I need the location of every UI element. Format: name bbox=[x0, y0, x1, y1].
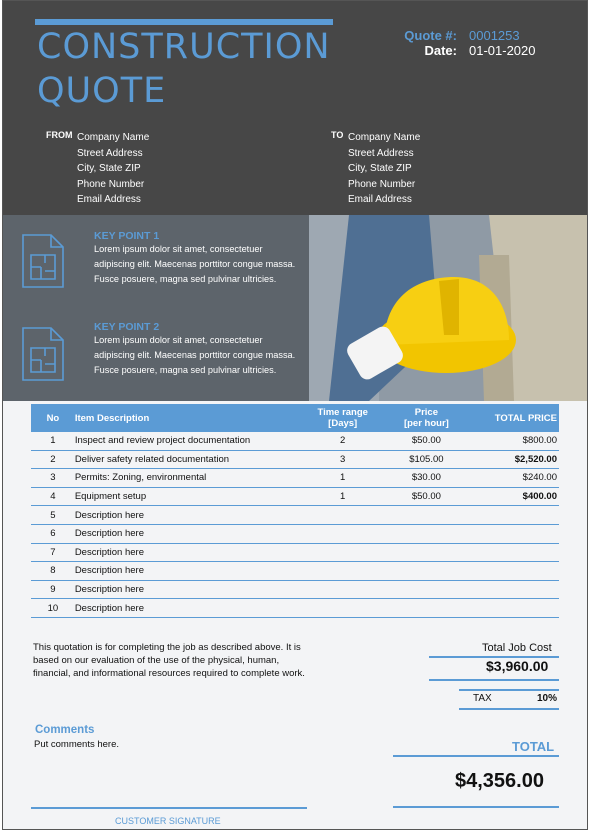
table-row bbox=[31, 432, 559, 450]
col-header-price-line2: [per hour] bbox=[403, 418, 449, 429]
table-row bbox=[31, 599, 559, 618]
col-header-description: Item Description bbox=[75, 404, 304, 432]
row-number: 10 bbox=[31, 599, 75, 618]
row-description: Description here bbox=[75, 506, 304, 525]
to-company: Company Name bbox=[348, 132, 421, 143]
row-description: Description here bbox=[75, 543, 304, 562]
row-time-range: 1 bbox=[304, 469, 382, 488]
customer-signature-label: CUSTOMER SIGNATURE bbox=[115, 816, 221, 826]
table-row bbox=[31, 487, 559, 506]
quote-number-label: Quote #: bbox=[404, 28, 457, 43]
row-description: Inspect and review project documentation bbox=[75, 432, 304, 450]
row-number: 9 bbox=[31, 580, 75, 599]
tax-underline bbox=[459, 708, 559, 710]
total-divider bbox=[393, 755, 559, 757]
to-city: City, State ZIP bbox=[348, 163, 412, 174]
table-header-row bbox=[31, 404, 559, 432]
row-price: $30.00 bbox=[382, 469, 472, 488]
row-total-price: $400.00 bbox=[471, 487, 559, 506]
total-label: TOTAL bbox=[512, 739, 555, 754]
row-price bbox=[382, 580, 472, 599]
total-job-cost-label: Total Job Cost bbox=[482, 642, 552, 654]
row-number: 8 bbox=[31, 562, 75, 581]
row-description: Description here bbox=[75, 580, 304, 599]
key-point-2-title: KEY POINT 2 bbox=[94, 321, 160, 333]
to-address bbox=[348, 130, 420, 208]
row-number: 2 bbox=[31, 450, 75, 469]
row-number: 4 bbox=[31, 487, 75, 506]
to-street: Street Address bbox=[348, 147, 414, 159]
row-time-range bbox=[304, 543, 382, 562]
signature-line bbox=[31, 807, 307, 809]
row-time-range: 3 bbox=[304, 450, 382, 469]
row-time-range bbox=[304, 580, 382, 599]
table-row bbox=[31, 524, 559, 543]
row-price: $105.00 bbox=[382, 450, 472, 469]
comments-text[interactable]: Put comments here. bbox=[34, 739, 120, 750]
row-time-range bbox=[304, 599, 382, 618]
row-price bbox=[382, 562, 472, 581]
row-price bbox=[382, 524, 472, 543]
from-email: Email Address bbox=[77, 194, 141, 205]
row-description: Description here bbox=[75, 562, 304, 581]
row-total-price bbox=[471, 599, 559, 618]
job-cost-underline bbox=[429, 679, 559, 681]
blueprint-icon bbox=[21, 233, 65, 289]
from-city: City, State ZIP bbox=[77, 163, 141, 174]
table-row bbox=[31, 562, 559, 581]
row-time-range bbox=[304, 506, 382, 525]
row-time-range bbox=[304, 562, 382, 581]
row-price bbox=[382, 506, 472, 525]
col-header-price-line1: Price bbox=[414, 407, 438, 418]
blueprint-icon bbox=[21, 326, 65, 382]
col-header-time-range bbox=[304, 404, 382, 432]
row-total-price: $240.00 bbox=[471, 469, 559, 488]
date-value: 01-01-2020 bbox=[469, 43, 536, 58]
row-number: 5 bbox=[31, 506, 75, 525]
col-header-time-line1: Time range bbox=[317, 407, 368, 418]
title-line-2: QUOTE bbox=[37, 71, 167, 111]
total-job-cost-value: $3,960.00 bbox=[486, 658, 549, 674]
from-street: Street Address bbox=[77, 147, 143, 159]
document-title bbox=[37, 25, 331, 113]
col-header-no: No bbox=[31, 404, 75, 432]
key-point-2-body: Lorem ipsum dolor sit amet, consectetuer adipiscing elit. Maecenas porttitor congue massa. Fusce posuere, magna sed pulvinar ultricies. bbox=[94, 335, 296, 375]
row-total-price bbox=[471, 543, 559, 562]
row-description: Equipment setup bbox=[75, 487, 304, 506]
from-phone: Phone Number bbox=[77, 178, 145, 190]
tax-value: 10% bbox=[537, 693, 558, 704]
row-description: Deliver safety related documentation bbox=[75, 450, 304, 469]
to-email: Email Address bbox=[348, 194, 412, 205]
title-line-1: CONSTRUCTION bbox=[37, 27, 331, 67]
row-number: 1 bbox=[31, 432, 75, 450]
table-row bbox=[31, 450, 559, 469]
tax-label: TAX bbox=[473, 693, 492, 704]
tax-divider bbox=[459, 689, 559, 691]
table-row bbox=[31, 506, 559, 525]
row-time-range: 1 bbox=[304, 487, 382, 506]
from-company: Company Name bbox=[77, 132, 150, 143]
row-total-price bbox=[471, 506, 559, 525]
to-phone: Phone Number bbox=[348, 178, 416, 190]
from-address bbox=[77, 130, 149, 208]
row-number: 7 bbox=[31, 543, 75, 562]
total-underline bbox=[393, 806, 559, 808]
quotation-note: This quotation is for completing the job as described above. It is based on our evaluation of the use of the physical, human, financial, and informational resources required to complete work. bbox=[33, 642, 305, 679]
row-price bbox=[382, 599, 472, 618]
key-points-panel bbox=[3, 215, 309, 401]
row-description: Description here bbox=[75, 599, 304, 618]
date-label: Date: bbox=[424, 43, 457, 58]
key-point-1-body: Lorem ipsum dolor sit amet, consectetuer adipiscing elit. Maecenas porttitor congue massa. Fusce posuere, magna sed pulvinar ultricies. bbox=[94, 244, 296, 284]
row-total-price: $800.00 bbox=[471, 432, 559, 450]
row-description: Description here bbox=[75, 524, 304, 543]
col-header-time-line2: [Days] bbox=[328, 418, 358, 429]
table-row bbox=[31, 469, 559, 488]
col-header-price bbox=[382, 404, 472, 432]
items-table-body bbox=[31, 432, 559, 617]
row-time-range bbox=[304, 524, 382, 543]
row-price: $50.00 bbox=[382, 487, 472, 506]
row-time-range: 2 bbox=[304, 432, 382, 450]
construction-worker-photo bbox=[309, 215, 588, 401]
total-value: $4,356.00 bbox=[455, 770, 544, 792]
row-number: 6 bbox=[31, 524, 75, 543]
row-total-price bbox=[471, 580, 559, 599]
quote-number-value: 0001253 bbox=[469, 28, 520, 43]
quote-page bbox=[2, 0, 588, 830]
row-total-price: $2,520.00 bbox=[471, 450, 559, 469]
row-total-price bbox=[471, 562, 559, 581]
row-total-price bbox=[471, 524, 559, 543]
row-price bbox=[382, 543, 472, 562]
items-table bbox=[31, 404, 559, 618]
from-label: FROM bbox=[46, 130, 73, 140]
row-number: 3 bbox=[31, 469, 75, 488]
comments-label: Comments bbox=[35, 724, 95, 736]
table-row bbox=[31, 543, 559, 562]
key-point-1-title: KEY POINT 1 bbox=[94, 230, 160, 242]
row-description: Permits: Zoning, environmental bbox=[75, 469, 304, 488]
to-label: TO bbox=[331, 130, 344, 140]
col-header-total-price: TOTAL PRICE bbox=[471, 404, 559, 432]
row-price: $50.00 bbox=[382, 432, 472, 450]
table-row bbox=[31, 580, 559, 599]
